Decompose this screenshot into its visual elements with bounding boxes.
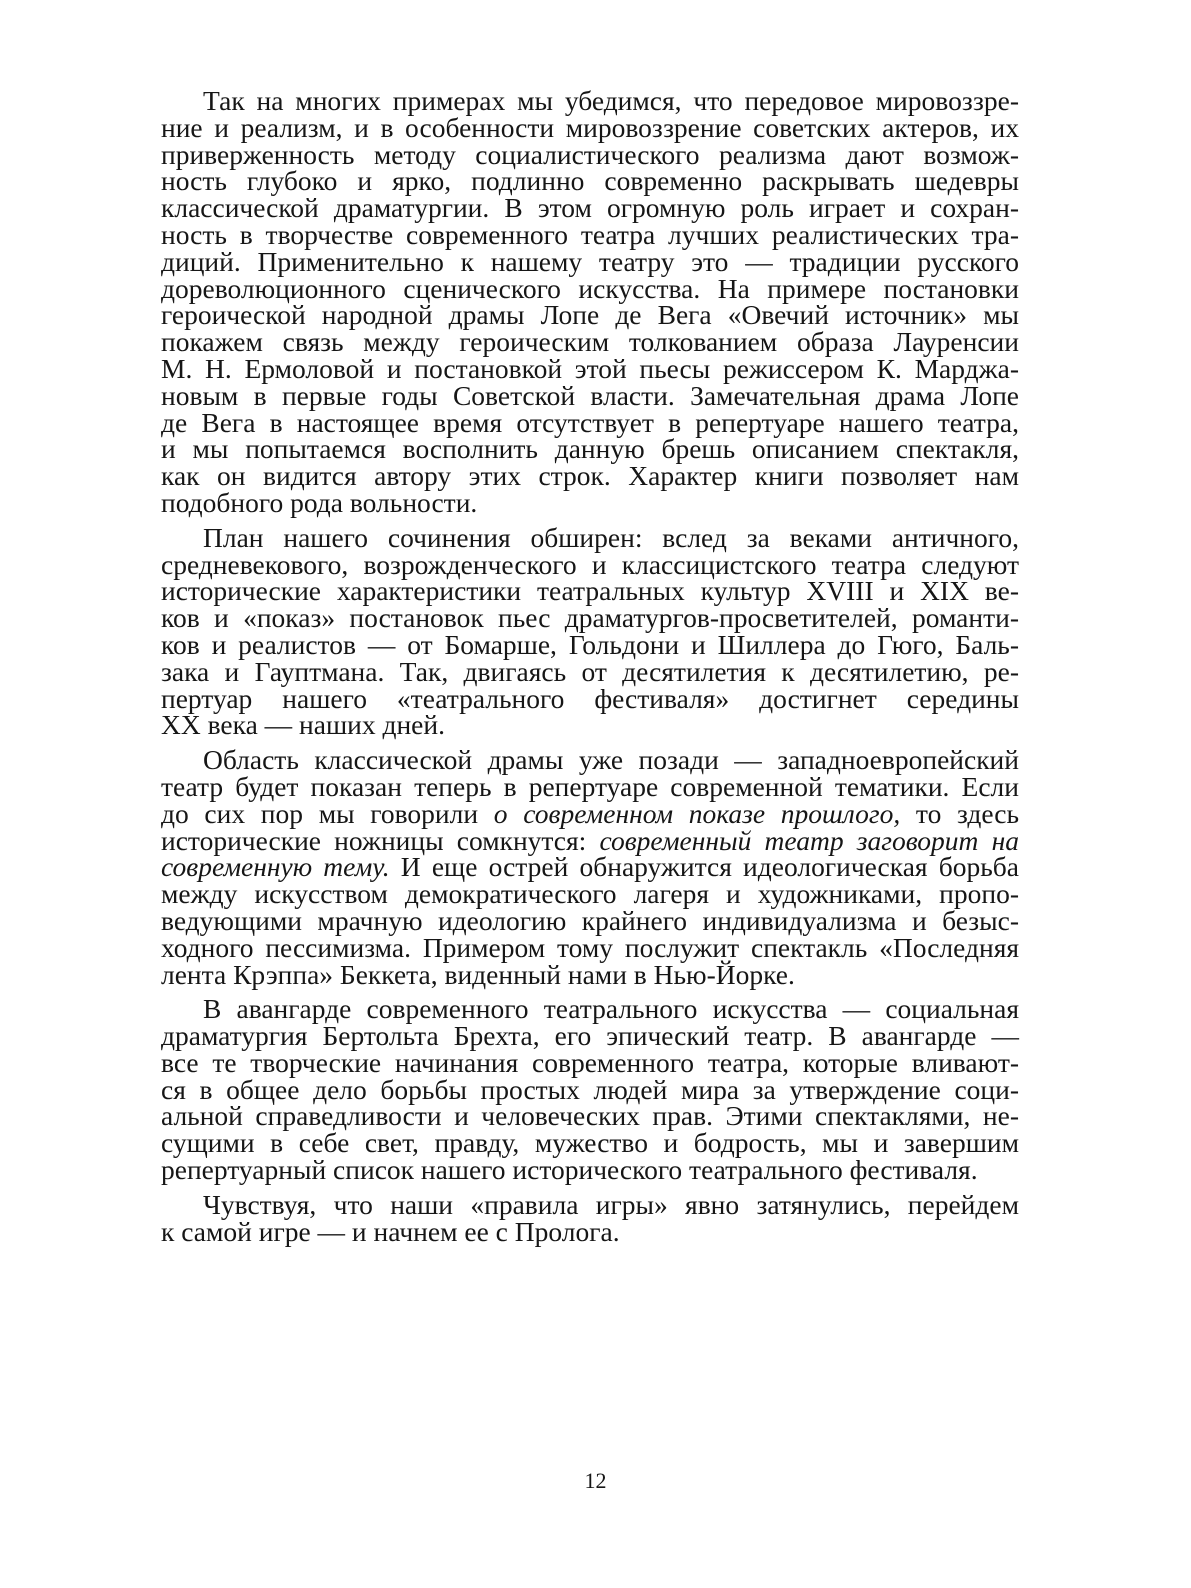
text-run: В авангарде современного театрального искусства — социальная <box>203 993 1019 1025</box>
text-run: классической драматургии. В этом огромную роль играет и сохран- <box>161 192 1019 224</box>
text-run: дореволюционного сценического искусства. На примере постановки <box>161 272 1019 304</box>
text-run: драматургия Бертольта Брехта, его эпический театр. В авангарде — <box>161 1020 1019 1052</box>
text-line <box>161 602 1019 634</box>
text-line <box>161 655 1019 687</box>
italic-text: современную тему. <box>161 851 390 883</box>
text-run: диций. Применительно к нашему театру это — традиции русского <box>161 245 1019 277</box>
text-run: все те творческие начинания современного театра, которые вливают- <box>161 1046 1019 1078</box>
text-line <box>161 521 1019 553</box>
text-run: то здесь <box>900 797 1020 829</box>
text-line <box>161 299 1019 331</box>
text-line <box>161 1100 1019 1132</box>
text-run: до сих пор мы говорили <box>161 797 494 829</box>
text-run: как он видится автору этих строк. Характер книги позволяет нам <box>161 460 1019 492</box>
text-run: Чувствуя, что наши «правила игры» явно затянулись, перейдем <box>203 1188 1019 1220</box>
text-run: репертуарный список нашего исторического театрального фестиваля. <box>161 1154 978 1186</box>
text-line <box>161 904 1019 936</box>
text-line <box>161 682 1019 714</box>
text-run: ходного пессимизма. Примером тому послужит спектакль «Последняя <box>161 931 1019 963</box>
text-line <box>161 1046 1019 1078</box>
text-run: театр будет показан теперь в репертуаре современной тематики. Если <box>161 770 1019 802</box>
text-run: приверженность методу социалистического реализма дают возмож- <box>161 138 1019 170</box>
text-line <box>161 460 1019 492</box>
text-run: Так на многих примерах мы убедимся, что передовое мировоззре- <box>203 85 1019 116</box>
text-run: ся в общее дело борьбы простых людей мира за утверждение соци- <box>161 1073 1019 1105</box>
text-run: к самой игре — и начнем ее с Пролога. <box>161 1215 620 1247</box>
text-run: ние и реализм, и в особенности мировоззрение советских актеров, их <box>161 111 1019 143</box>
text-run: ведующими мрачную идеологию крайнего индивидуализма и безыс- <box>161 904 1019 936</box>
text-line <box>161 326 1019 358</box>
text-run: ков и реалистов — от Бомарше, Гольдони и Шиллера до Гюго, Баль- <box>161 628 1019 660</box>
text-line <box>161 744 1019 776</box>
text-line <box>161 548 1019 580</box>
text-line <box>161 770 1019 802</box>
text-run: исторические ножницы сомкнутся: <box>161 824 600 856</box>
text-run: сущими в себе свет, правду, мужество и бодрость, мы и завершим <box>161 1127 1019 1159</box>
text-run: М. Н. Ермоловой и постановкой этой пьесы режиссером К. Марджа- <box>161 352 1019 384</box>
text-line <box>161 824 1019 856</box>
text-line <box>161 111 1019 143</box>
text-line <box>161 218 1019 250</box>
body-text <box>161 85 1020 1253</box>
text-run: ков и «показ» постановок пьес драматургов-просветителей, романти- <box>161 602 1019 634</box>
text-run: героической народной драмы Лопе де Вега «Овечий источник» мы <box>161 299 1019 331</box>
paragraph <box>161 521 1019 741</box>
text-line <box>161 165 1019 197</box>
text-run: альной справедливости и человеческих прав. Этими спектаклями, не- <box>161 1100 1019 1132</box>
text-line <box>161 1020 1019 1052</box>
italic-text: современный театр заговорит на <box>599 824 1019 856</box>
text-line <box>161 245 1019 277</box>
text-run: новым в первые годы Советской власти. Замечательная драма Лопе <box>161 379 1019 411</box>
text-run: XX века — наших дней. <box>161 709 445 741</box>
text-line <box>161 486 1019 518</box>
text-run: де Вега в настоящее время отсутствует в репертуаре нашего театра, <box>161 406 1019 438</box>
text-run: пертуар нашего «театрального фестиваля» достигнет середины <box>161 682 1019 714</box>
text-line <box>161 406 1019 438</box>
text-line <box>161 709 1019 741</box>
text-line <box>161 1188 1019 1220</box>
page-number: 12 <box>584 1468 607 1493</box>
text-run: Область классической драмы уже позади — западноевропейский <box>203 744 1019 776</box>
text-run: покажем связь между героическим толкованием образа Лауренсии <box>161 326 1019 358</box>
paragraph <box>161 744 1020 990</box>
text-line <box>161 931 1019 963</box>
text-line <box>161 85 1019 116</box>
text-line <box>161 958 1019 990</box>
text-run: и мы попытаемся восполнить данную брешь описанием спектакля, <box>161 433 1019 465</box>
text-run: подобного рода вольности. <box>161 486 478 518</box>
italic-text: о современном показе прошлого, <box>493 797 901 829</box>
text-run: И еще острей обнаружится идеологическая борьба <box>389 851 1019 883</box>
text-line <box>161 1073 1019 1105</box>
text-run: зака и Гауптмана. Так, двигаясь от десятилетия к десятилетию, ре- <box>161 655 1019 687</box>
text-line <box>161 1154 1019 1186</box>
text-run: ность глубоко и ярко, подлинно современно раскрывать шедевры <box>161 165 1019 197</box>
text-run: лента Крэппа» Беккета, виденный нами в Нью-Йорке. <box>161 958 795 990</box>
text-line <box>161 628 1019 660</box>
text-line <box>161 379 1019 411</box>
text-line <box>161 352 1019 384</box>
paragraph <box>161 85 1019 518</box>
text-run: исторические характеристики театральных культур XVIII и XIX ве- <box>161 575 1019 607</box>
text-run: средневекового, возрожденческого и классицистского театра следуют <box>161 548 1019 580</box>
text-run: План нашего сочинения обширен: вслед за веками античного, <box>203 521 1019 553</box>
text-line <box>161 575 1019 607</box>
text-line <box>161 1127 1019 1159</box>
text-line <box>161 433 1019 465</box>
text-line <box>161 138 1019 170</box>
text-line <box>161 192 1019 224</box>
paragraph <box>161 993 1019 1186</box>
paragraph <box>161 1188 1019 1247</box>
text-line <box>161 797 1020 829</box>
text-line <box>161 1215 1019 1247</box>
text-line <box>161 272 1019 304</box>
text-line <box>161 878 1019 910</box>
text-line <box>161 851 1019 883</box>
text-run: между искусством демократического лагеря и художниками, пропо- <box>161 878 1019 910</box>
text-line <box>161 993 1019 1025</box>
text-run: ность в творчестве современного театра лучших реалистических тра- <box>161 218 1019 250</box>
